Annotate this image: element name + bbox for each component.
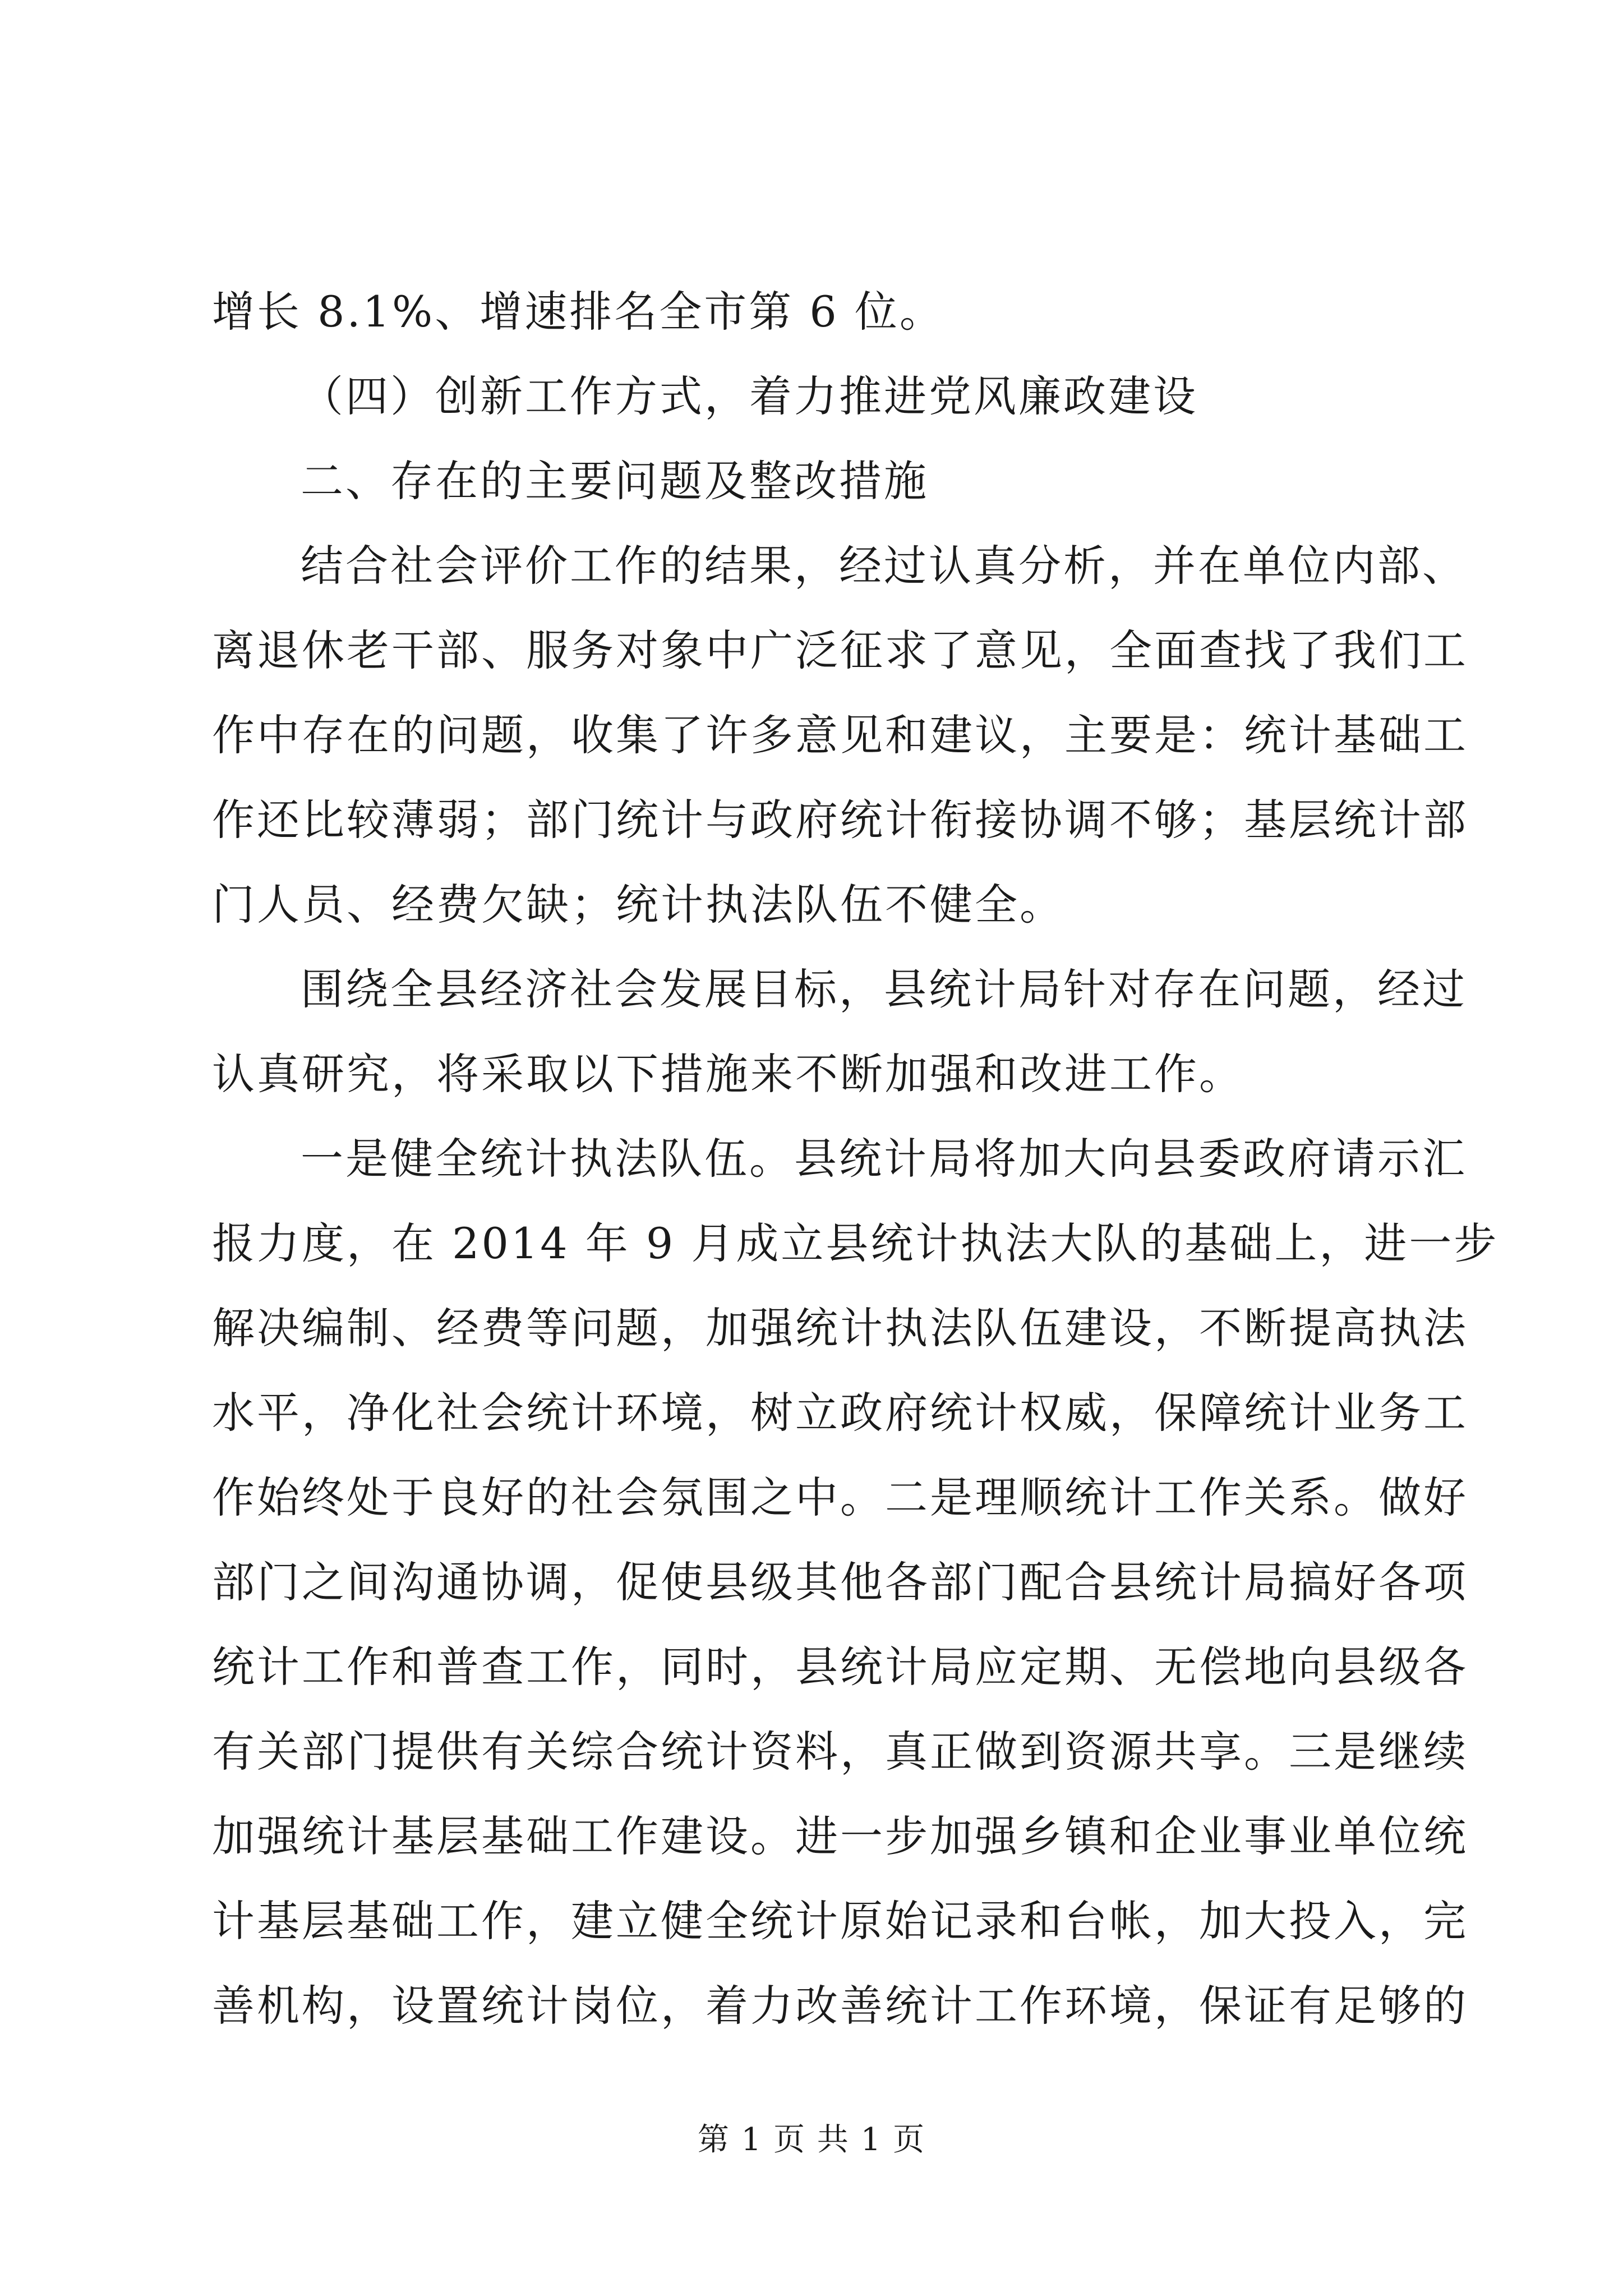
section-heading-problems: 二、存在的主要问题及整改措施 (301, 456, 929, 506)
text-line-17: 统计工作和普查工作，同时，县统计局应定期、无偿地向县级各 (212, 1642, 1468, 1692)
document-body (212, 269, 1499, 2048)
text-line-10: 认真研究，将采取以下措施来不断加强和改进工作。 (212, 1049, 1244, 1099)
text-line-18: 有关部门提供有关综合统计资料，真正做到资源共享。三是继续 (212, 1727, 1468, 1777)
text-line-5: 离退休老干部、服务对象中广泛征求了意见，全面查找了我们工 (212, 625, 1468, 675)
text-line-16: 部门之间沟通协调，促使县级其他各部门配合县统计局搞好各项 (212, 1557, 1468, 1607)
text-line-7: 作还比较薄弱；部门统计与政府统计衔接协调不够；基层统计部 (212, 795, 1468, 845)
text-line-9: 围绕全县经济社会发展目标，县统计局针对存在问题，经过 (301, 964, 1467, 1014)
text-line-15: 作始终处于良好的社会氛围之中。二是理顺统计工作关系。做好 (212, 1473, 1468, 1522)
text-line-12: 报力度，在 2014 年 9 月成立县统计执法大队的基础上，进一步 (212, 1218, 1499, 1268)
text-line-19: 加强统计基层基础工作建设。进一步加强乡镇和企业事业单位统 (212, 1811, 1468, 1861)
text-line-13: 解决编制、经费等问题，加强统计执法队伍建设，不断提高执法 (212, 1303, 1468, 1353)
text-line-1: 增长 8.1%、增速排名全市第 6 位。 (212, 287, 944, 337)
text-line-11: 一是健全统计执法队伍。县统计局将加大向县委政府请示汇 (301, 1134, 1467, 1184)
page-number-footer: 第 1 页 共 1 页 (697, 2122, 926, 2158)
text-line-4: 结合社会评价工作的结果，经过认真分析，并在单位内部、 (301, 541, 1467, 591)
text-line-6: 作中存在的问题，收集了许多意见和建议，主要是：统计基础工 (212, 710, 1468, 760)
text-line-21: 善机构，设置统计岗位，着力改善统计工作环境，保证有足够的 (212, 1981, 1468, 2031)
text-line-14: 水平，净化社会统计环境，树立政府统计权威，保障统计业务工 (212, 1388, 1468, 1438)
text-line-8: 门人员、经费欠缺；统计执法队伍不健全。 (212, 880, 1064, 930)
section-heading-4: （四）创新工作方式，着力推进党风廉政建设 (301, 371, 1198, 421)
text-line-20: 计基层基础工作，建立健全统计原始记录和台帐，加大投入，完 (212, 1896, 1468, 1946)
